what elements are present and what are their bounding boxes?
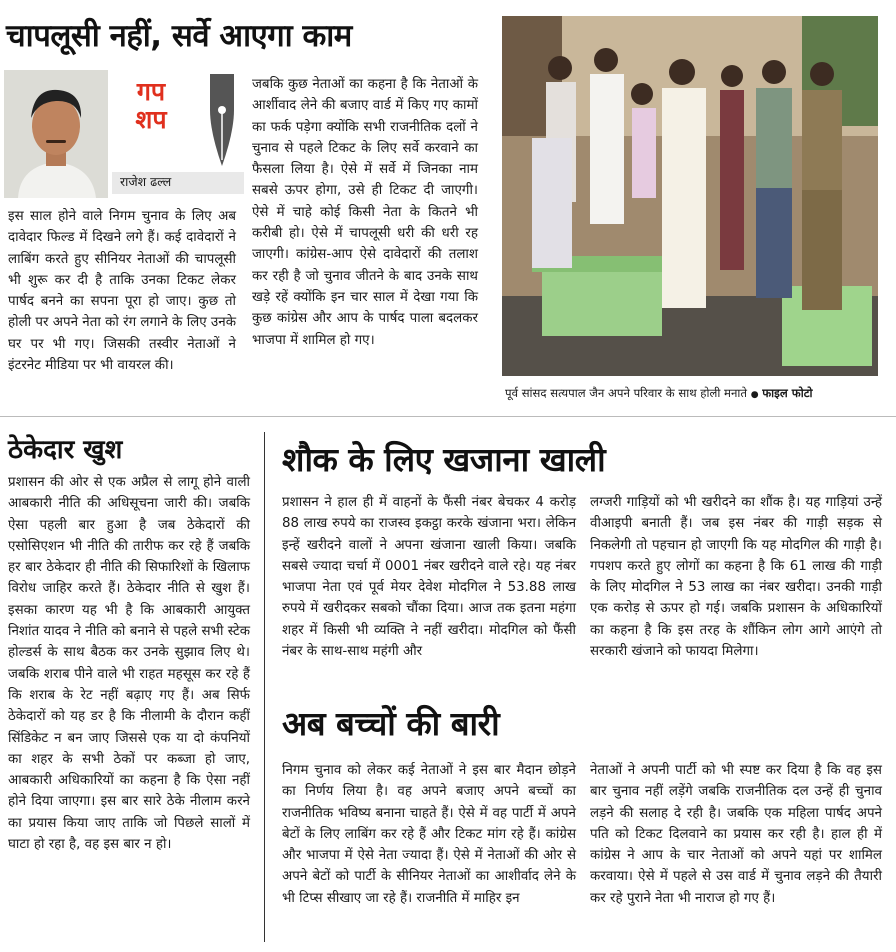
pen-nib-icon: [200, 70, 244, 170]
column-tag: [114, 78, 188, 134]
story4-col2: नेताओं ने अपनी पार्टी को भी स्पष्ट कर दिया है कि वह इस बार चुनाव नहीं लड़ेंगे जबकि राजनीतिक दल उन्हें ही चुनाव लड़ने की सलाह दे रही है। जबकि एक महिला पार्षद अपने पति को टिकट दिलवाने का प्रयास कर रही है। हाल ही में कांग्रेस ने आप के चार नेताओं को अपने यहां पर शामिल करवाया। ऐसे में पहले से उस वार्ड में चुनाव लड़ने की तैयारी कर रहे पुराने नेता भी नाराज हो गए हैं।: [590, 763, 882, 906]
column-tag-line1: गप: [136, 77, 166, 106]
story3-headline: शौक के लिए खजाना खाली: [282, 440, 606, 479]
story1-para1: इस साल होने वाले निगम चुनाव के लिए अब दावेदार फिल्ड में दिखने लगे हैं। कई दावेदारों ने लाबिंग करते हुए सीनियर नेताओं की चापलूसी भी शुरू कर दी है ताकि उनका टिकट लेकर पार्षद बनने का सपना पूरा हो जाए। कुछ तो होली पर अपने नेता को रंग लगाने के लिए उनके घर पर भी गए। जिसकी तस्वीर नेताओं ने इंटरनेट मीडिया पर भी वायरल की।: [8, 209, 236, 374]
author-byline: राजेश ढल्ल: [112, 172, 244, 194]
story3-col1: प्रशासन ने हाल ही में वाहनों के फैंसी नंबर बेचकर 4 करोड़ 88 लाख रुपये का राजस्व इकट्ठा करके खंजाना भरा। लेकिन इन्हें खरीदने वालों ने अपना खंजाना खाली किया। जबकि सबसे ज्यादा चर्चा में 0001 नंबर खरीदने वाले रहे। यह नंबर भाजपा नेता एवं पूर्व मेयर देवेश मोदगिल ने 53.88 लाख रुपये में खरीदकर सबको चौंका दिया। आज तक इतना महंगा शहर में किसी भी व्यक्ति ने नहीं खरीदा। मोदगिल को फैंसी नंबर के साथ-साथ महंगी और: [282, 495, 576, 660]
column-tag-line2: शप: [135, 105, 167, 134]
story1-headline: चापलूसी नहीं, सर्वे आएगा काम: [6, 18, 352, 54]
author-photo: [4, 70, 108, 198]
holi-group-photo: [502, 16, 878, 376]
photo-credit: फाइल फोटो: [762, 386, 813, 400]
photo-caption-row: [505, 384, 877, 404]
column-divider: [264, 432, 265, 942]
story2-headline: ठेकेदार खुश: [8, 435, 123, 465]
photo-caption: पूर्व सांसद सत्यपाल जैन अपने परिवार के साथ होली मनाते: [505, 386, 747, 400]
story4-col1: निगम चुनाव को लेकर कई नेताओं ने इस बार मैदान छोड़ने का निर्णय लिया है। वह अपने बजाए अपने बच्चों का राजनीतिक भविष्य बनाना चाहते हैं। ऐसे में वह पार्टी में अपने बेटों के लिए लाबिंग कर रहे हैं और टिकट मांग रहे हैं। कांग्रेस और भाजपा में ऐसे नेता ज्यादा हैं। ऐसे में नेताओं की ओर से अपने बेटों को पार्टी के सीनियर नेताओं का आशीर्वाद लेने के भी टिप्स सीखाए जा रहे हैं। राजनीति में माहिर इन: [282, 763, 576, 906]
bullet-icon: ●: [750, 390, 759, 400]
story2-body: प्रशासन की ओर से एक अप्रैल से लागू होने वाली आबकारी नीति की अधिसूचना जारी की। जबकि ऐसा पहली बार हुआ है जब ठेकेदारों की एसोसिएशन भी नीति की तारीफ कर रहे हैं जबकि हर बार ठेकेदार ही नीति की सिफारिशों के खिलाफ विरोध जाहिर करते हैं। ठेकेदार नीति से खुश हैं। इसका कारण यह भी है कि आबकारी आयुक्त निशांत यादव ने नीति को बनाने से पहले सभी स्टेक होल्डर्स के साथ बैठक कर उनके सुझाव लिए थे। जबकि शराब पीने वाले भी राहत महसूस कर रहे हैं कि शराब के रेट नहीं बढ़ाए गए हैं। अब सिर्फ ठेकेदारों को यह डर है कि नीलामी के दौरान कहीं सिंडिकेट न बन जाए जिससे एक या दो कंपनियों का शहर के सभी ठेकों पर कब्जा हो जाए, आबकारी अधिकारियों का कहना है कि ऐसा नहीं होने दिया जाएगा। इस बार सारे ठेके नीलाम करने का प्रयास किया जाए ताकि जो पिछले सालों में घाटा हो रहा है, वह इस बार न हो।: [8, 475, 250, 853]
story1-para2: जबकि कुछ नेताओं का कहना है कि नेताओं के आर्शीवाद लेने की बजाए वार्ड में किए गए कामों का फर्क पड़ेगा क्योंकि सभी राजनीतिक दलों ने चुनाव से पहले टिकट के लिए सर्वे करवाने का फैसला लिया है। ऐसे में सर्वे में जिनका नाम सबसे ऊपर होगा, उसे ही टिकट दी जाएगी। ऐसे में चाहे कोई किसी नेता के कितने भी करीबी हो। ऐसे में चापलूसी धरी की धरी रह जाएगी। कांग्रेस-आप ऐसे दावेदारों की तलाश कर रही है जो चुनाव जीतने के बाद उनके साथ खड़े रहें क्योंकि इन चार साल में देखा गया कि कुछ कांग्रेस और आप के पार्षद पाला बदलकर भाजपा में शामिल हो गए।: [252, 77, 478, 348]
section-divider: [0, 416, 896, 417]
story4-headline: अब बच्चों की बारी: [282, 704, 500, 743]
story3-col2: लग्जरी गाड़ियों को भी खरीदने का शौंक है। यह गाड़ियां उन्हें वीआइपी बनाती हैं। जब इस नंबर की गाड़ी सड़क से निकलेगी तो पहचान हो जाएगी कि यह मोदगिल की गाड़ी है। गपशप करते हुए लोगों का कहना है कि 61 लाख की गाड़ी के लिए मोदगिल ने 53 लाख का नंबर खरीदा। उनकी गाड़ी एक करोड़ से ऊपर हो गई। जबकि प्रशासन के अधिकारियों का कहना है कि इस तरह के शौंकिन लोग आगे आएंगे तो सरकारी खंजाने को फायदा मिलेगा।: [590, 495, 882, 660]
